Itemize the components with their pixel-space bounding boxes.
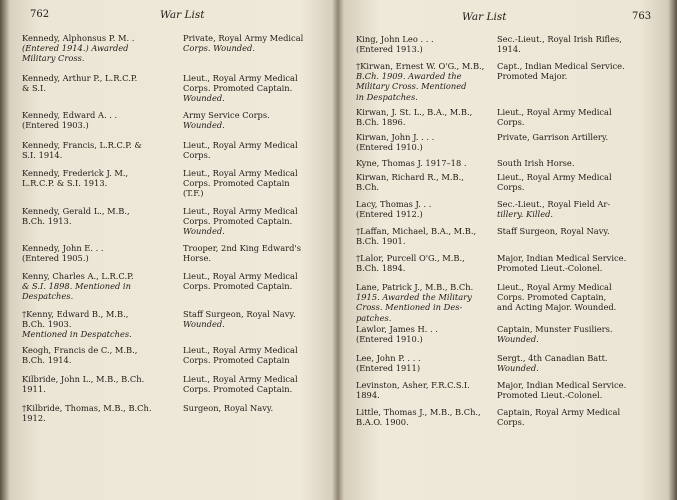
- entry-name: †Lalor, Purcell O'G., M.B., B.Ch. 1894.: [356, 253, 465, 274]
- entry-service: South Irish Horse.: [497, 158, 575, 168]
- entry-name: Kirwan, Richard R., M.B., B.Ch.: [356, 172, 464, 193]
- running-header: War List: [160, 9, 205, 21]
- entry-name: Kennedy, Gerald L., M.B., B.Ch. 1913.: [22, 206, 130, 227]
- entry-service: Lieut., Royal Army Medical Corps.: [497, 107, 612, 128]
- entry-name: Lawlor, James H. . . (Entered 1910.): [356, 324, 438, 345]
- entry-name: Kennedy, Frederick J. M., L.R.C.P. & S.I. 1913.: [22, 168, 129, 189]
- entry-service: Captain, Munster Fusiliers. Wounded.: [497, 324, 613, 345]
- entry-name: Kennedy, Francis, L.R.C.P. & S.I. 1914.: [22, 140, 142, 161]
- entry-name: Kennedy, John E. . . (Entered 1905.): [22, 243, 104, 264]
- entry-service: Private, Garrison Artillery.: [497, 132, 609, 142]
- entry-name: †Laffan, Michael, B.A., M.B., B.Ch. 1901.: [356, 226, 477, 247]
- entry-service: Lieut., Royal Army Medical Corps. Promoted Captain: [183, 345, 298, 366]
- entry-name: Kyne, Thomas J. 1917–18 .: [356, 158, 467, 168]
- entry-service: Lieut., Royal Army Medical Corps. Promoted Captain.: [183, 374, 298, 395]
- entry-name: Lane, Patrick J., M.B., B.Ch. 1915. Awarded the Military Cross. Mentioned in Des- patches.: [356, 282, 474, 323]
- entry-name: Kenny, Charles A., L.R.C.P. & S.I. 1898. Mentioned in Despatches.: [22, 271, 134, 302]
- entry-service: Captain, Royal Army Medical Corps.: [497, 407, 621, 428]
- entry-name: Little, Thomas J., M.B., B.Ch., B.A.O. 1900.: [356, 407, 481, 428]
- entry-name: Kirwan, John J. . . . (Entered 1910.): [356, 132, 435, 153]
- running-header: War List: [462, 11, 507, 23]
- entry-service: Sec.-Lieut., Royal Field Ar- tillery. Killed.: [497, 199, 611, 220]
- entry-name: Kirwan, J. St. L., B.A., M.B., B.Ch. 1896.: [356, 107, 473, 128]
- entry-name: Keogh, Francis de C., M.B., B.Ch. 1914.: [22, 345, 138, 366]
- entry-name: Kilbride, John L., M.B., B.Ch. 1911.: [22, 374, 145, 395]
- entry-service: Sergt., 4th Canadian Batt. Wounded.: [497, 353, 608, 374]
- entry-service: Capt., Indian Medical Service. Promoted Major.: [497, 61, 625, 82]
- right-page: [356, 0, 656, 500]
- entry-name: Kennedy, Arthur P., L.R.C.P. & S.I.: [22, 73, 138, 94]
- entry-name: Lee, John P. . . . (Entered 1911): [356, 353, 421, 374]
- entry-service: Lieut., Royal Army Medical Corps.: [497, 172, 612, 193]
- entry-service: Lieut., Royal Army Medical Corps.: [183, 140, 298, 161]
- entry-service: Surgeon, Royal Navy.: [183, 403, 274, 413]
- entry-service: Trooper, 2nd King Edward's Horse.: [183, 243, 301, 264]
- entry-service: Sec.-Lieut., Royal Irish Rifles, 1914.: [497, 34, 622, 55]
- entry-service: Lieut., Royal Army Medical Corps. Promoted Captain. Wounded.: [183, 73, 298, 104]
- entry-name: King, John Leo . . . (Entered 1913.): [356, 34, 434, 55]
- entry-service: Lieut., Royal Army Medical Corps. Promoted Captain.: [183, 271, 298, 292]
- entry-service: Staff Surgeon, Royal Navy. Wounded.: [183, 309, 296, 330]
- entry-name: Levinston, Asher, F.R.C.S.I. 1894.: [356, 380, 470, 401]
- entry-service: Army Service Corps. Wounded.: [183, 110, 270, 131]
- entry-service: Private, Royal Army Medical Corps. Wounded.: [183, 33, 304, 54]
- entry-service: Lieut., Royal Army Medical Corps. Promoted Captain, and Acting Major. Wounded.: [497, 282, 617, 313]
- entry-name: †Kilbride, Thomas, M.B., B.Ch. 1912.: [22, 403, 152, 424]
- page-number: 762: [30, 9, 50, 20]
- entry-name: Kennedy, Alphonsus P. M. . (Entered 1914.) Awarded Military Cross.: [22, 33, 135, 64]
- entry-name: Kennedy, Edward A. . . (Entered 1903.): [22, 110, 118, 131]
- entry-service: Staff Surgeon, Royal Navy.: [497, 226, 610, 236]
- entry-service: Major, Indian Medical Service. Promoted Lieut.-Colonel.: [497, 380, 627, 401]
- entry-name: †Kenny, Edward B., M.B., B.Ch. 1903. Mentioned in Despatches.: [22, 309, 132, 340]
- entry-service: Major, Indian Medical Service. Promoted Lieut.-Colonel.: [497, 253, 627, 274]
- entry-service: Lieut., Royal Army Medical Corps. Promoted Captain (T.F.): [183, 168, 298, 199]
- entry-name: †Kirwan, Ernest W. O'G., M.B., B.Ch. 1909. Awarded the Military Cross. Mentioned in Despatches.: [356, 61, 485, 102]
- left-page: [22, 0, 327, 500]
- entry-name: Lacy, Thomas J. . . (Entered 1912.): [356, 199, 432, 220]
- entry-service: Lieut., Royal Army Medical Corps. Promoted Captain. Wounded.: [183, 206, 298, 237]
- page-number: 763: [632, 11, 652, 22]
